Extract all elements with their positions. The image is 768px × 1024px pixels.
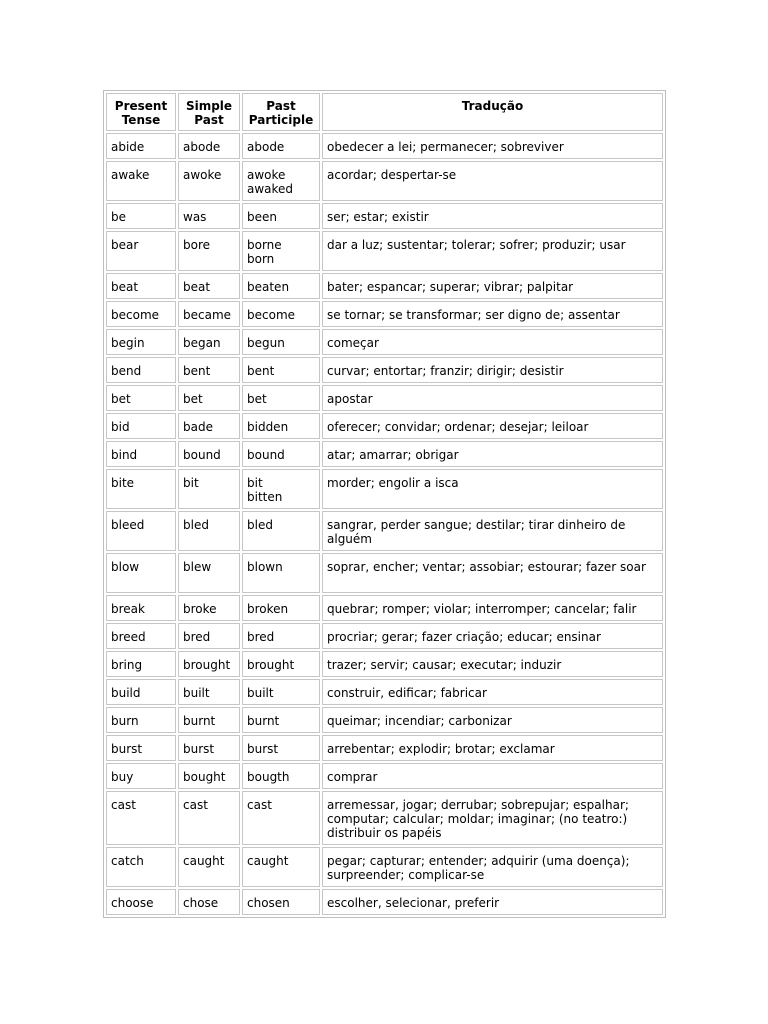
past-participle-form: borne bbox=[247, 238, 282, 252]
past-participle-cell bbox=[242, 707, 320, 733]
past-participle-form: been bbox=[247, 210, 277, 224]
table-row bbox=[106, 679, 663, 705]
translation-cell: oferecer; convidar; ordenar; desejar; leiloar bbox=[322, 413, 663, 439]
past-participle-cell bbox=[242, 469, 320, 509]
past-participle-form: become bbox=[247, 308, 296, 322]
present-tense-cell: bet bbox=[106, 385, 176, 411]
past-participle-cell bbox=[242, 623, 320, 649]
past-participle-form: caught bbox=[247, 854, 289, 868]
present-tense-cell: catch bbox=[106, 847, 176, 887]
table-row bbox=[106, 133, 663, 159]
translation-cell: morder; engolir a isca bbox=[322, 469, 663, 509]
present-tense-cell: awake bbox=[106, 161, 176, 201]
past-participle-form: abode bbox=[247, 140, 285, 154]
simple-past-cell: bred bbox=[178, 623, 240, 649]
simple-past-cell: bent bbox=[178, 357, 240, 383]
present-tense-cell: bear bbox=[106, 231, 176, 271]
simple-past-cell: was bbox=[178, 203, 240, 229]
translation-cell: queimar; incendiar; carbonizar bbox=[322, 707, 663, 733]
past-participle-form: burst bbox=[247, 742, 279, 756]
present-tense-cell: bite bbox=[106, 469, 176, 509]
past-participle-form: bet bbox=[247, 392, 267, 406]
table-row bbox=[106, 651, 663, 677]
translation-cell: ser; estar; existir bbox=[322, 203, 663, 229]
translation-cell: atar; amarrar; obrigar bbox=[322, 441, 663, 467]
simple-past-cell: caught bbox=[178, 847, 240, 887]
translation-cell: quebrar; romper; violar; interromper; cancelar; falir bbox=[322, 595, 663, 621]
irregular-verbs-table bbox=[103, 90, 666, 918]
simple-past-cell: bled bbox=[178, 511, 240, 551]
table-row bbox=[106, 553, 663, 593]
past-participle-form: beaten bbox=[247, 280, 290, 294]
table-row bbox=[106, 735, 663, 761]
header-past-participle: Past Participle bbox=[242, 93, 320, 131]
past-participle-cell bbox=[242, 413, 320, 439]
simple-past-cell: chose bbox=[178, 889, 240, 915]
table-row bbox=[106, 441, 663, 467]
past-participle-cell bbox=[242, 329, 320, 355]
table-row bbox=[106, 357, 663, 383]
header-present-tense: Present Tense bbox=[106, 93, 176, 131]
table-row bbox=[106, 623, 663, 649]
simple-past-cell: bought bbox=[178, 763, 240, 789]
past-participle-cell bbox=[242, 161, 320, 201]
present-tense-cell: blow bbox=[106, 553, 176, 593]
present-tense-cell: abide bbox=[106, 133, 176, 159]
past-participle-form: begun bbox=[247, 336, 285, 350]
past-participle-cell bbox=[242, 357, 320, 383]
translation-cell: acordar; despertar-se bbox=[322, 161, 663, 201]
past-participle-form: bound bbox=[247, 448, 285, 462]
past-participle-cell bbox=[242, 273, 320, 299]
present-tense-cell: bind bbox=[106, 441, 176, 467]
simple-past-cell: awoke bbox=[178, 161, 240, 201]
translation-cell: começar bbox=[322, 329, 663, 355]
past-participle-form: blown bbox=[247, 560, 283, 574]
present-tense-cell: bring bbox=[106, 651, 176, 677]
translation-cell: apostar bbox=[322, 385, 663, 411]
present-tense-cell: build bbox=[106, 679, 176, 705]
past-participle-cell bbox=[242, 301, 320, 327]
translation-cell: dar a luz; sustentar; tolerar; sofrer; produzir; usar bbox=[322, 231, 663, 271]
table-row bbox=[106, 273, 663, 299]
present-tense-cell: become bbox=[106, 301, 176, 327]
table-row bbox=[106, 469, 663, 509]
past-participle-form: bred bbox=[247, 630, 275, 644]
past-participle-form: brought bbox=[247, 658, 295, 672]
table-row bbox=[106, 889, 663, 915]
translation-cell: soprar, encher; ventar; assobiar; estourar; fazer soar bbox=[322, 553, 663, 593]
table-body bbox=[106, 133, 663, 915]
table-row bbox=[106, 511, 663, 551]
past-participle-form: born bbox=[247, 252, 275, 266]
translation-cell: sangrar, perder sangue; destilar; tirar dinheiro de alguém bbox=[322, 511, 663, 551]
translation-cell: obedecer a lei; permanecer; sobreviver bbox=[322, 133, 663, 159]
simple-past-cell: burnt bbox=[178, 707, 240, 733]
past-participle-form: burnt bbox=[247, 714, 280, 728]
table-row bbox=[106, 329, 663, 355]
past-participle-form: bit bbox=[247, 476, 263, 490]
past-participle-cell bbox=[242, 889, 320, 915]
simple-past-cell: abode bbox=[178, 133, 240, 159]
past-participle-cell bbox=[242, 735, 320, 761]
present-tense-cell: bend bbox=[106, 357, 176, 383]
past-participle-cell bbox=[242, 441, 320, 467]
table-header-row bbox=[106, 93, 663, 131]
present-tense-cell: beat bbox=[106, 273, 176, 299]
simple-past-cell: cast bbox=[178, 791, 240, 845]
table-row bbox=[106, 231, 663, 271]
present-tense-cell: bleed bbox=[106, 511, 176, 551]
table-row bbox=[106, 763, 663, 789]
simple-past-cell: became bbox=[178, 301, 240, 327]
simple-past-cell: broke bbox=[178, 595, 240, 621]
present-tense-cell: cast bbox=[106, 791, 176, 845]
present-tense-cell: bid bbox=[106, 413, 176, 439]
table-row bbox=[106, 707, 663, 733]
simple-past-cell: brought bbox=[178, 651, 240, 677]
translation-cell: escolher, selecionar, preferir bbox=[322, 889, 663, 915]
present-tense-cell: begin bbox=[106, 329, 176, 355]
header-translation: Tradução bbox=[322, 93, 663, 131]
past-participle-cell bbox=[242, 847, 320, 887]
simple-past-cell: bit bbox=[178, 469, 240, 509]
simple-past-cell: beat bbox=[178, 273, 240, 299]
past-participle-form: awaked bbox=[247, 182, 294, 196]
simple-past-cell: built bbox=[178, 679, 240, 705]
past-participle-form: broken bbox=[247, 602, 289, 616]
past-participle-cell bbox=[242, 203, 320, 229]
simple-past-cell: began bbox=[178, 329, 240, 355]
past-participle-form: bled bbox=[247, 518, 273, 532]
translation-cell: pegar; capturar; entender; adquirir (uma doença); surpreender; complicar-se bbox=[322, 847, 663, 887]
table-row bbox=[106, 385, 663, 411]
simple-past-cell: burst bbox=[178, 735, 240, 761]
translation-cell: bater; espancar; superar; vibrar; palpitar bbox=[322, 273, 663, 299]
header-simple-past: Simple Past bbox=[178, 93, 240, 131]
translation-cell: trazer; servir; causar; executar; induzir bbox=[322, 651, 663, 677]
table-row bbox=[106, 161, 663, 201]
past-participle-cell bbox=[242, 679, 320, 705]
present-tense-cell: breed bbox=[106, 623, 176, 649]
past-participle-cell bbox=[242, 595, 320, 621]
present-tense-cell: buy bbox=[106, 763, 176, 789]
translation-cell: procriar; gerar; fazer criação; educar; ensinar bbox=[322, 623, 663, 649]
translation-cell: curvar; entortar; franzir; dirigir; desistir bbox=[322, 357, 663, 383]
table-row bbox=[106, 301, 663, 327]
past-participle-form: bidden bbox=[247, 420, 289, 434]
simple-past-cell: bade bbox=[178, 413, 240, 439]
present-tense-cell: burst bbox=[106, 735, 176, 761]
table-row bbox=[106, 203, 663, 229]
past-participle-cell bbox=[242, 133, 320, 159]
present-tense-cell: be bbox=[106, 203, 176, 229]
past-participle-cell bbox=[242, 385, 320, 411]
simple-past-cell: bet bbox=[178, 385, 240, 411]
past-participle-cell bbox=[242, 791, 320, 845]
present-tense-cell: burn bbox=[106, 707, 176, 733]
table-row bbox=[106, 847, 663, 887]
past-participle-cell bbox=[242, 511, 320, 551]
translation-cell: arremessar, jogar; derrubar; sobrepujar; espalhar; computar; calcular; moldar; imaginar; (no teatro:) distribuir os papéis bbox=[322, 791, 663, 845]
translation-cell: arrebentar; explodir; brotar; exclamar bbox=[322, 735, 663, 761]
past-participle-cell bbox=[242, 763, 320, 789]
past-participle-form: awoke bbox=[247, 168, 286, 182]
past-participle-cell bbox=[242, 553, 320, 593]
table-row bbox=[106, 791, 663, 845]
translation-cell: se tornar; se transformar; ser digno de; assentar bbox=[322, 301, 663, 327]
present-tense-cell: choose bbox=[106, 889, 176, 915]
present-tense-cell: break bbox=[106, 595, 176, 621]
past-participle-form: built bbox=[247, 686, 274, 700]
past-participle-form: bougth bbox=[247, 770, 290, 784]
past-participle-form: bitten bbox=[247, 490, 283, 504]
past-participle-cell bbox=[242, 231, 320, 271]
past-participle-form: cast bbox=[247, 798, 272, 812]
past-participle-form: chosen bbox=[247, 896, 290, 910]
past-participle-cell bbox=[242, 651, 320, 677]
past-participle-form: bent bbox=[247, 364, 275, 378]
table-row bbox=[106, 413, 663, 439]
translation-cell: construir, edificar; fabricar bbox=[322, 679, 663, 705]
simple-past-cell: blew bbox=[178, 553, 240, 593]
translation-cell: comprar bbox=[322, 763, 663, 789]
simple-past-cell: bound bbox=[178, 441, 240, 467]
table-row bbox=[106, 595, 663, 621]
simple-past-cell: bore bbox=[178, 231, 240, 271]
